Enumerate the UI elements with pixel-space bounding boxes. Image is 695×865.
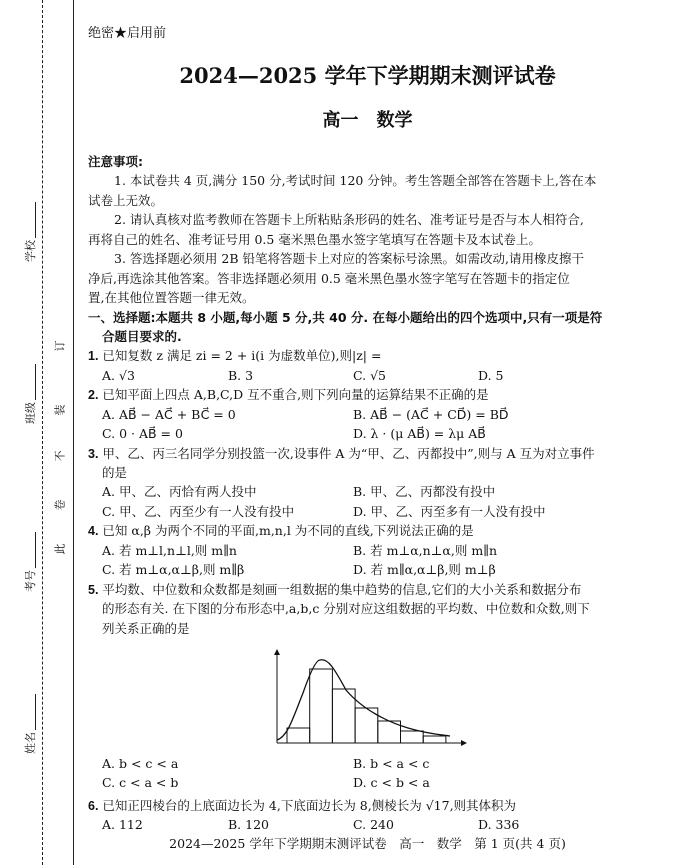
question-number: 6.	[88, 798, 99, 813]
option-d: D. 5	[478, 367, 504, 383]
page-title: 2024—2025 学年下学期期末测评试卷	[179, 63, 556, 88]
histogram-bar	[332, 689, 355, 743]
question-number: 1.	[88, 349, 99, 364]
options	[88, 424, 676, 443]
question-stem: 甲、乙、丙三名同学分别投篮一次,设事件 A 为“甲、乙、丙都投中”,则与 A 互为对立事件	[102, 445, 595, 461]
section-heading-cont: 合题目要求的.	[102, 328, 182, 344]
options	[88, 754, 676, 773]
class-field	[22, 364, 38, 424]
question-number: 4.	[88, 524, 99, 539]
field-blank	[25, 694, 36, 730]
option-c: C. 240	[353, 817, 394, 833]
notice-line: 再将自己的姓名、准考证号用 0.5 毫米黑色墨水签字笔填写在答题卡及本试卷上。	[88, 231, 541, 247]
question-number: 5.	[88, 582, 99, 597]
option-d: D. c < b < a	[353, 775, 430, 791]
option-a: A. b < c < a	[102, 755, 179, 771]
options	[88, 541, 676, 560]
question-3	[88, 444, 676, 463]
option-c: C. 0 · AB⃗ = 0	[102, 426, 183, 442]
notice-line: 置,在其他位置答题一律无效。	[88, 290, 255, 306]
histogram-bar	[287, 728, 310, 743]
question-stem: 已知 α,β 为两个不同的平面,m,n,l 为不同的直线,下列说法正确的是	[102, 523, 474, 539]
field-label: 考号	[24, 570, 37, 592]
notice-line: 2. 请认真核对监考教师在答题卡上所粘贴条形码的姓名、准考证号是否与本人相符合,	[114, 212, 584, 228]
exam-content	[88, 152, 676, 835]
question-2	[88, 385, 676, 404]
option-b: B. b < a < c	[353, 755, 430, 771]
page-footer: 2024—2025 学年下学期期末测评试卷 高一 数学 第 1 页(共 4 页)	[169, 836, 566, 851]
question-stem: 已知平面上四点 A,B,C,D 互不重合,则下列向量的运算结果不正确的是	[102, 387, 489, 403]
question-stem: 平均数、中位数和众数都是刻画一组数据的集中趋势的信息,它们的大小关系和数据分布	[102, 581, 582, 597]
notice-line: 净后,再选涂其他答案。答非选择题必须用 0.5 毫米黑色墨水签字笔写在答题卡的指定位	[88, 270, 570, 286]
options	[88, 502, 676, 521]
question-stem-cont: 的是	[102, 465, 128, 480]
histogram-svg	[88, 638, 676, 754]
question-number: 3.	[88, 446, 99, 461]
notice-line: 试卷上无效。	[88, 192, 164, 208]
question-stem: 已知正四棱台的上底面边长为 4,下底面边长为 8,侧棱长为 √17,则其体积为	[102, 797, 517, 813]
option-a: A. AB⃗ − AC⃗ + BC⃗ = 0	[102, 406, 236, 422]
options	[88, 560, 676, 579]
question-number: 2.	[88, 388, 99, 403]
field-label: 学校	[24, 240, 37, 262]
option-d: D. λ · (μ AB⃗) = λμ AB⃗	[353, 426, 486, 442]
question-stem-cont: 列关系正确的是	[102, 620, 190, 636]
option-c: C. 甲、乙、丙至少有一人没有投中	[102, 503, 295, 519]
option-d: D. 若 m∥α,α⊥β,则 m⊥β	[353, 562, 496, 578]
question-stem-cont: 的形态有关. 在下图的分布形态中,a,b,c 分别对应这组数据的平均数、中位数和众数,则下	[102, 601, 590, 617]
question-stem: 已知复数 z 满足 zi = 2 + i(i 为虚数单位),则|z| =	[102, 348, 382, 364]
options	[88, 482, 676, 501]
option-b: B. 120	[228, 817, 269, 833]
question-1	[88, 346, 676, 365]
option-c: C. c < a < b	[102, 775, 179, 791]
seal-char: 此	[53, 543, 67, 555]
option-a: A. 112	[102, 817, 143, 833]
option-a: A. 甲、乙、丙恰有两人投中	[102, 484, 257, 500]
notice-line: 3. 答选择题必须用 2B 铅笔将答题卡上对应的答案标号涂黑。如需改动,请用橡皮擦干	[114, 251, 584, 267]
histogram-bar	[423, 736, 446, 743]
seal-char: 卷	[53, 499, 67, 511]
field-label: 姓名	[24, 732, 37, 754]
confidential-note: 绝密★启用前	[88, 26, 167, 41]
section-heading: 一、选择题:本题共 8 小题,每小题 5 分,共 40 分. 在每小题给出的四个选项中,只有一项是符	[88, 309, 603, 325]
question-4	[88, 521, 676, 540]
histogram-bar	[310, 669, 333, 743]
option-b: B. AB⃗ − (AC⃗ + CD⃗) = BD⃗	[353, 406, 509, 422]
seal-char: 订	[53, 340, 67, 352]
histogram-bar	[401, 731, 424, 743]
page-subtitle: 高一 数学	[322, 110, 413, 131]
school-field	[22, 202, 38, 262]
seal-char: 装	[53, 404, 67, 416]
name-field	[22, 694, 38, 754]
option-b: B. 若 m⊥α,n⊥α,则 m∥n	[353, 542, 498, 558]
option-d: D. 336	[478, 817, 520, 833]
field-blank	[25, 532, 36, 568]
option-b: B. 甲、乙、丙都没有投中	[353, 484, 496, 500]
option-d: D. 甲、乙、丙至多有一人没有投中	[353, 503, 546, 519]
options	[88, 815, 676, 834]
distribution-figure	[88, 638, 676, 754]
options	[88, 773, 676, 792]
notice-heading: 注意事项:	[88, 154, 143, 169]
option-c: C. √5	[353, 367, 386, 383]
field-label: 班级	[24, 402, 37, 424]
notice-line: 1. 本试卷共 4 页,满分 150 分,考试时间 120 分钟。考生答题全部答在答题卡上,答在本	[114, 173, 597, 189]
seal-char: 不	[53, 450, 67, 462]
field-blank	[25, 202, 36, 238]
options	[88, 405, 676, 424]
question-6	[88, 796, 676, 815]
options	[88, 366, 676, 385]
option-c: C. 若 m⊥α,α⊥β,则 m∥β	[102, 562, 245, 578]
option-a: A. 若 m⊥l,n⊥l,则 m∥n	[102, 542, 237, 558]
field-blank	[25, 364, 36, 400]
option-a: A. √3	[102, 367, 135, 383]
option-b: B. 3	[228, 367, 254, 383]
question-5	[88, 580, 676, 599]
exam-number-field	[22, 532, 38, 592]
